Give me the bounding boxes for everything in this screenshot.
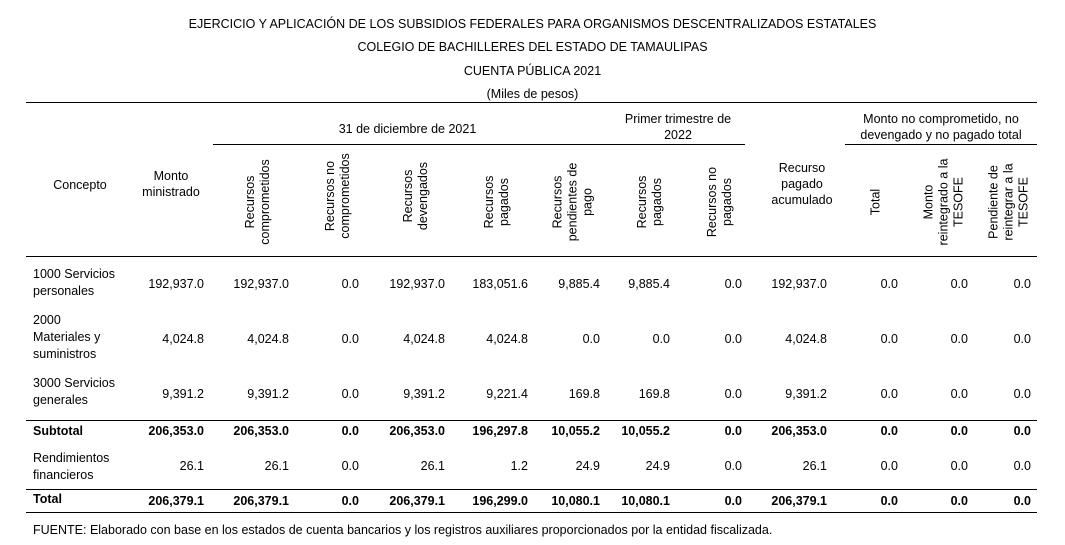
header-bottom-rule <box>26 256 1037 257</box>
table-cell: 0.0 <box>880 387 898 401</box>
table-cell: 9,885.4 <box>628 277 670 291</box>
header-monto-ministrado: Monto ministrado <box>142 169 200 199</box>
row-label: 3000 Servicios generales <box>33 376 115 407</box>
table-cell: 0.0 <box>1013 424 1031 438</box>
report-period: CUENTA PÚBLICA 2021 <box>463 64 602 78</box>
header-recurso-pagado-acumulado: Recurso pagado acumulado <box>771 161 833 207</box>
table-cell: 0.0 <box>950 387 968 401</box>
table-cell: 192,937.0 <box>148 277 204 291</box>
group-nocomp-rule <box>845 144 1037 145</box>
table-cell: 206,379.1 <box>148 494 204 508</box>
table-cell: 0.0 <box>950 459 968 473</box>
table-cell: 196,299.0 <box>472 494 528 508</box>
table-cell: 206,353.0 <box>148 424 204 438</box>
table-cell: 0.0 <box>880 277 898 291</box>
entity-name: COLEGIO DE BACHILLERES DEL ESTADO DE TAMAULIPAS <box>357 40 708 54</box>
table-cell: 10,080.1 <box>621 494 670 508</box>
row-label: 2000 Materiales y suministros <box>33 313 101 361</box>
table-cell: 0.0 <box>724 277 742 291</box>
table-cell: 10,055.2 <box>551 424 600 438</box>
subtotal-top-rule <box>26 420 1037 421</box>
group-dic-rule <box>213 144 745 145</box>
row-label: Subtotal <box>33 424 83 438</box>
table-cell: 0.0 <box>1013 277 1031 291</box>
table-cell: 0.0 <box>341 387 359 401</box>
row-label: Rendimientos financieros <box>33 451 110 482</box>
table-cell: 4,024.8 <box>162 332 204 346</box>
table-cell: 24.9 <box>645 459 670 473</box>
table-cell: 0.0 <box>880 424 898 438</box>
table-cell: 0.0 <box>724 459 742 473</box>
table-cell: 0.0 <box>341 494 359 508</box>
row-label: 1000 Servicios personales <box>33 267 115 298</box>
table-cell: 0.0 <box>950 332 968 346</box>
table-cell: 4,024.8 <box>486 332 528 346</box>
table-cell: 0.0 <box>724 332 742 346</box>
table-cell: 196,297.8 <box>472 424 528 438</box>
table-cell: 0.0 <box>880 332 898 346</box>
table-cell: 0.0 <box>724 424 742 438</box>
table-cell: 10,055.2 <box>621 424 670 438</box>
table-cell: 192,937.0 <box>389 277 445 291</box>
table-cell: 26.1 <box>420 459 445 473</box>
table-cell: 0.0 <box>724 494 742 508</box>
table-cell: 26.1 <box>802 459 827 473</box>
table-cell: 26.1 <box>179 459 204 473</box>
table-cell: 169.8 <box>568 387 600 401</box>
table-cell: 0.0 <box>652 332 670 346</box>
table-cell: 9,885.4 <box>558 277 600 291</box>
table-cell: 206,379.1 <box>233 494 289 508</box>
table-cell: 9,221.4 <box>486 387 528 401</box>
row-label: Total <box>33 492 62 506</box>
header-group-primer-trimestre: Primer trimestre de 2022 <box>624 112 732 142</box>
header-group-dic-2021: 31 de diciembre de 2021 <box>338 122 477 136</box>
table-cell: 24.9 <box>575 459 600 473</box>
table-cell: 192,937.0 <box>233 277 289 291</box>
table-cell: 0.0 <box>341 459 359 473</box>
table-bottom-rule <box>26 512 1037 513</box>
table-cell: 0.0 <box>724 387 742 401</box>
table-cell: 0.0 <box>1013 332 1031 346</box>
total-top-rule <box>26 489 1037 490</box>
table-cell: 0.0 <box>341 277 359 291</box>
table-cell: 9,391.2 <box>403 387 445 401</box>
table-cell: 1.2 <box>510 459 528 473</box>
report-title: EJERCICIO Y APLICACIÓN DE LOS SUBSIDIOS FEDERALES PARA ORGANISMOS DESCENTRALIZADOS ESTATALES <box>188 17 877 31</box>
table-cell: 4,024.8 <box>403 332 445 346</box>
table-cell: 0.0 <box>341 332 359 346</box>
header-concepto: Concepto <box>53 178 107 192</box>
table-top-rule <box>26 102 1037 103</box>
table-cell: 0.0 <box>582 332 600 346</box>
table-cell: 206,379.1 <box>389 494 445 508</box>
table-cell: 10,080.1 <box>551 494 600 508</box>
table-cell: 0.0 <box>950 494 968 508</box>
table-cell: 9,391.2 <box>162 387 204 401</box>
table-cell: 0.0 <box>1013 459 1031 473</box>
source-footnote: FUENTE: Elaborado con base en los estados de cuenta bancarios y los registros auxiliares proporcionados por la entidad fiscalizada. <box>33 523 773 537</box>
table-cell: 9,391.2 <box>247 387 289 401</box>
table-cell: 206,379.1 <box>771 494 827 508</box>
table-cell: 192,937.0 <box>771 277 827 291</box>
table-cell: 183,051.6 <box>472 277 528 291</box>
table-cell: 9,391.2 <box>785 387 827 401</box>
table-cell: 0.0 <box>341 424 359 438</box>
table-cell: 206,353.0 <box>389 424 445 438</box>
table-cell: 0.0 <box>880 459 898 473</box>
table-cell: 169.8 <box>638 387 670 401</box>
table-cell: 0.0 <box>1013 494 1031 508</box>
header-group-no-comprometido: Monto no comprometido, no devengado y no pagado total <box>860 112 1022 142</box>
table-cell: 206,353.0 <box>771 424 827 438</box>
table-cell: 0.0 <box>880 494 898 508</box>
table-cell: 0.0 <box>950 277 968 291</box>
table-cell: 4,024.8 <box>785 332 827 346</box>
table-cell: 206,353.0 <box>233 424 289 438</box>
table-cell: 4,024.8 <box>247 332 289 346</box>
table-cell: 26.1 <box>264 459 289 473</box>
table-cell: 0.0 <box>1013 387 1031 401</box>
table-cell: 0.0 <box>950 424 968 438</box>
units-note: (Miles de pesos) <box>486 87 579 101</box>
